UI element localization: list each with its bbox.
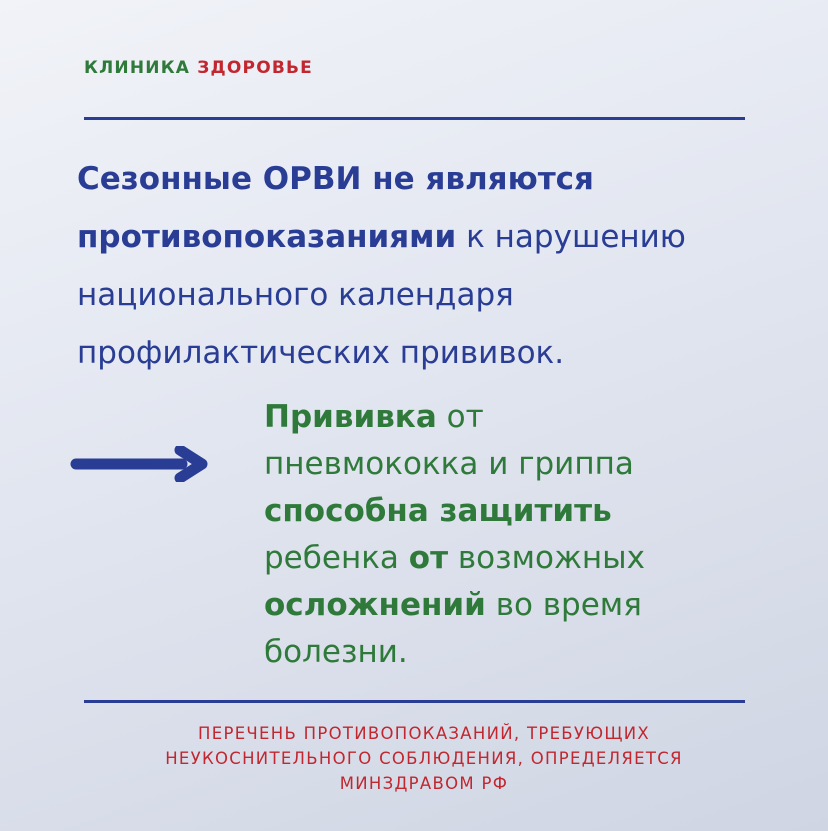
callout-text: ребенка (264, 540, 409, 576)
callout-bold-from: от (408, 540, 449, 576)
footer-line: МИНЗДРАВОМ РФ (339, 774, 509, 793)
callout-text: во время (485, 587, 642, 623)
footer-line: НЕУКОСНИТЕЛЬНОГО СОБЛЮДЕНИЯ, ОПРЕДЕЛЯЕТСЯ (165, 749, 683, 768)
brand-word-clinic: КЛИНИКА (84, 58, 191, 78)
footer-line: ПЕРЕЧЕНЬ ПРОТИВОПОКАЗАНИЙ, ТРЕБУЮЩИХ (198, 724, 650, 743)
callout-text: от (436, 399, 484, 435)
callout-bold-vaccination: Прививка (264, 399, 437, 435)
main-text-line3: национального календаря (77, 277, 514, 313)
callout-bold-complications: осложнений (264, 587, 486, 623)
arrow-right-icon (70, 446, 212, 482)
main-statement (77, 150, 777, 382)
callout-text: возможных (448, 540, 646, 576)
main-bold-line: Сезонные ОРВИ не являются (77, 161, 594, 197)
top-divider (84, 117, 745, 120)
vaccine-callout (264, 394, 784, 676)
main-bold-word: противопоказаниями (77, 219, 457, 255)
main-text-line4: профилактических прививок. (77, 335, 565, 371)
bottom-divider (84, 700, 745, 703)
main-text-line2: к нарушению (456, 219, 686, 255)
callout-text: болезни. (264, 634, 408, 670)
footer-note (84, 721, 764, 796)
brand-word-health: ЗДОРОВЬЕ (197, 58, 313, 78)
callout-bold-protect: способна защитить (264, 493, 612, 529)
callout-text: пневмококка и гриппа (264, 446, 634, 482)
clinic-logo (84, 58, 313, 78)
